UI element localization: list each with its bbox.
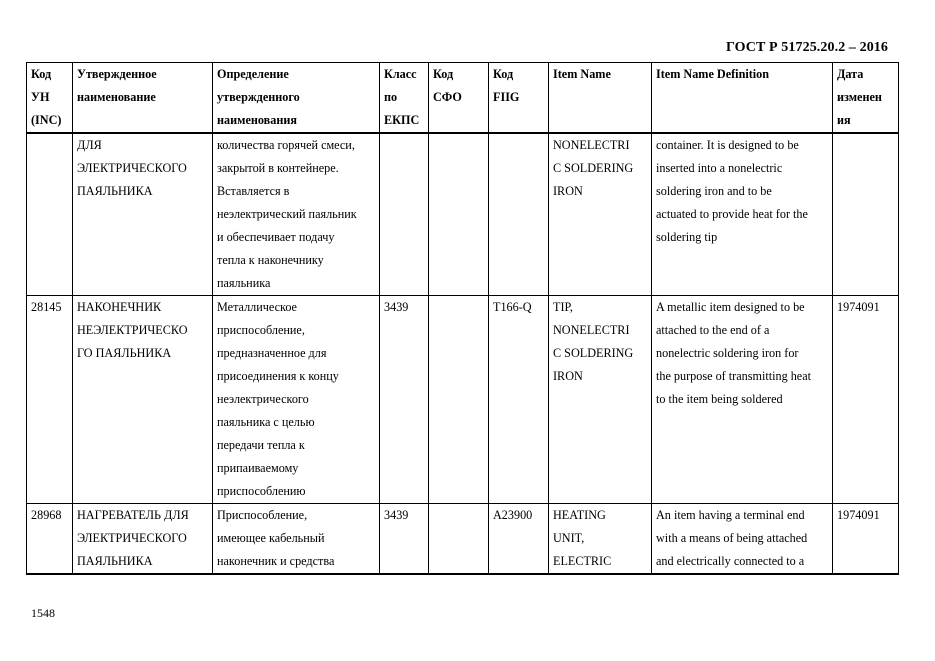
cell-text-line: закрытой в контейнере. [217,161,339,175]
cell-text-line: ПАЯЛЬНИКА [77,184,153,198]
cell-text-line: 1974091 [837,508,880,522]
col-sfo-header [429,63,489,134]
cell-text-line: and electrically connected to a [656,554,805,568]
definition-cell [213,296,380,504]
header-text-line: Утвержденное [77,67,157,81]
cell-text-line: Металлическое [217,300,297,314]
header-text-line: Определение [217,67,289,81]
inc-cell [27,504,73,575]
header-text-line: Item Name [553,67,611,81]
cell-text-line: C SOLDERING [553,346,634,360]
table-row [27,504,899,575]
name-cell [73,133,213,296]
class-cell [380,504,429,575]
cell-text-line: имеющее кабельный [217,531,325,545]
sfo-cell [429,504,489,575]
cell-text-line: nonelectric soldering iron for [656,346,799,360]
inc-cell [27,296,73,504]
cell-text-line: container. It is designed to be [656,138,799,152]
sfo-cell [429,296,489,504]
cell-text-line: ЭЛЕКТРИЧЕСКОГО [77,531,187,545]
cell-text-line: A23900 [493,508,533,522]
name-cell [73,296,213,504]
cell-text-line: IRON [553,369,583,383]
definition-cell [213,133,380,296]
item-def-cell [652,504,833,575]
cell-text-line: неэлектрический паяльник [217,207,357,221]
cell-text-line: actuated to provide heat for the [656,207,808,221]
cell-text-line: ЭЛЕКТРИЧЕСКОГО [77,161,187,175]
header-text-line: утвержденного [217,90,300,104]
item-def-cell [652,133,833,296]
fiig-cell [489,133,549,296]
definition-cell [213,504,380,575]
cell-text-line: the purpose of transmitting heat [656,369,812,383]
cell-text-line: inserted into a nonelectric [656,161,783,175]
header-text-line: наименования [217,113,297,127]
header-text-line: ия [837,113,851,127]
date-cell [833,133,899,296]
cell-text-line: Приспособление, [217,508,308,522]
header-text-line: FIIG [493,90,520,104]
item-name-cell [549,133,652,296]
col-item-def-header [652,63,833,134]
table-body [27,133,899,574]
cell-text-line: ГО ПАЯЛЬНИКА [77,346,172,360]
col-class-header [380,63,429,134]
cell-text-line: 28145 [31,300,62,314]
date-cell [833,296,899,504]
col-date-header [833,63,899,134]
header-text-line: СФО [433,90,462,104]
inc-cell [27,133,73,296]
name-cell [73,504,213,575]
header-text-line: по [384,90,398,104]
cell-text-line: 3439 [384,508,409,522]
document-standard-header: ГОСТ Р 51725.20.2 – 2016 [725,40,888,55]
class-cell [380,133,429,296]
registry-table [26,62,899,575]
cell-text-line: ELECTRIC [553,554,612,568]
header-text-line: ЕКПС [384,113,420,127]
cell-text-line: паяльника [217,276,271,290]
cell-text-line: to the item being soldered [656,392,783,406]
header-text-line: Код [433,67,454,81]
cell-text-line: with a means of being attached [656,531,808,545]
header-text-line: изменен [837,90,882,104]
cell-text-line: предназначенное для [217,346,327,360]
cell-text-line: паяльника с целью [217,415,315,429]
cell-text-line: NONELECTRI [553,138,630,152]
cell-text-line: НАГРЕВАТЕЛЬ ДЛЯ [77,508,189,522]
cell-text-line: присоединения к концу [217,369,339,383]
cell-text-line: приспособление, [217,323,305,337]
cell-text-line: TIP, [553,300,573,314]
cell-text-line: soldering iron and to be [656,184,772,198]
col-fiig-header [489,63,549,134]
page-number: 1548 [31,606,55,620]
cell-text-line: НАКОНЕЧНИК [77,300,162,314]
cell-text-line: HEATING [553,508,606,522]
cell-text-line: припаиваемому [217,461,299,475]
cell-text-line: 1974091 [837,300,880,314]
cell-text-line: неэлектрического [217,392,309,406]
item-def-cell [652,296,833,504]
cell-text-line: количества горячей смеси, [217,138,355,152]
header-text-line: Класс [384,67,417,81]
cell-text-line: IRON [553,184,583,198]
col-inc-header [27,63,73,134]
cell-text-line: и обеспечивает подачу [217,230,335,244]
table-header [27,63,899,134]
table-header-row [27,63,899,134]
cell-text-line: 3439 [384,300,409,314]
cell-text-line: A metallic item designed to be [656,300,805,314]
cell-text-line: attached to the end of a [656,323,770,337]
fiig-cell [489,504,549,575]
header-text-line: (INC) [31,113,62,127]
cell-text-line: передачи тепла к [217,438,305,452]
cell-text-line: наконечник и средства [217,554,335,568]
cell-text-line: UNIT, [553,531,585,545]
cell-text-line: NONELECTRI [553,323,630,337]
cell-text-line: Вставляется в [217,184,290,198]
cell-text-line: тепла к наконечнику [217,253,324,267]
col-definition-header [213,63,380,134]
header-text-line: Дата [837,67,864,81]
class-cell [380,296,429,504]
item-name-cell [549,296,652,504]
header-text-line: наименование [77,90,156,104]
cell-text-line: ДЛЯ [77,138,102,152]
cell-text-line: 28968 [31,508,62,522]
header-text-line: УН [31,90,50,104]
cell-text-line: C SOLDERING [553,161,634,175]
col-name-header [73,63,213,134]
header-text-line: Код [493,67,514,81]
cell-text-line: ПАЯЛЬНИКА [77,554,153,568]
date-cell [833,504,899,575]
cell-text-line: soldering tip [656,230,718,244]
item-name-cell [549,504,652,575]
header-text-line: Код [31,67,52,81]
col-item-name-header [549,63,652,134]
cell-text-line: An item having a terminal end [656,508,805,522]
cell-text-line: приспособлению [217,484,306,498]
table-row [27,296,899,504]
fiig-cell [489,296,549,504]
table-row [27,133,899,296]
header-text-line: Item Name Definition [656,67,770,81]
cell-text-line: НЕЭЛЕКТРИЧЕСКО [77,323,188,337]
sfo-cell [429,133,489,296]
cell-text-line: T166-Q [493,300,532,314]
